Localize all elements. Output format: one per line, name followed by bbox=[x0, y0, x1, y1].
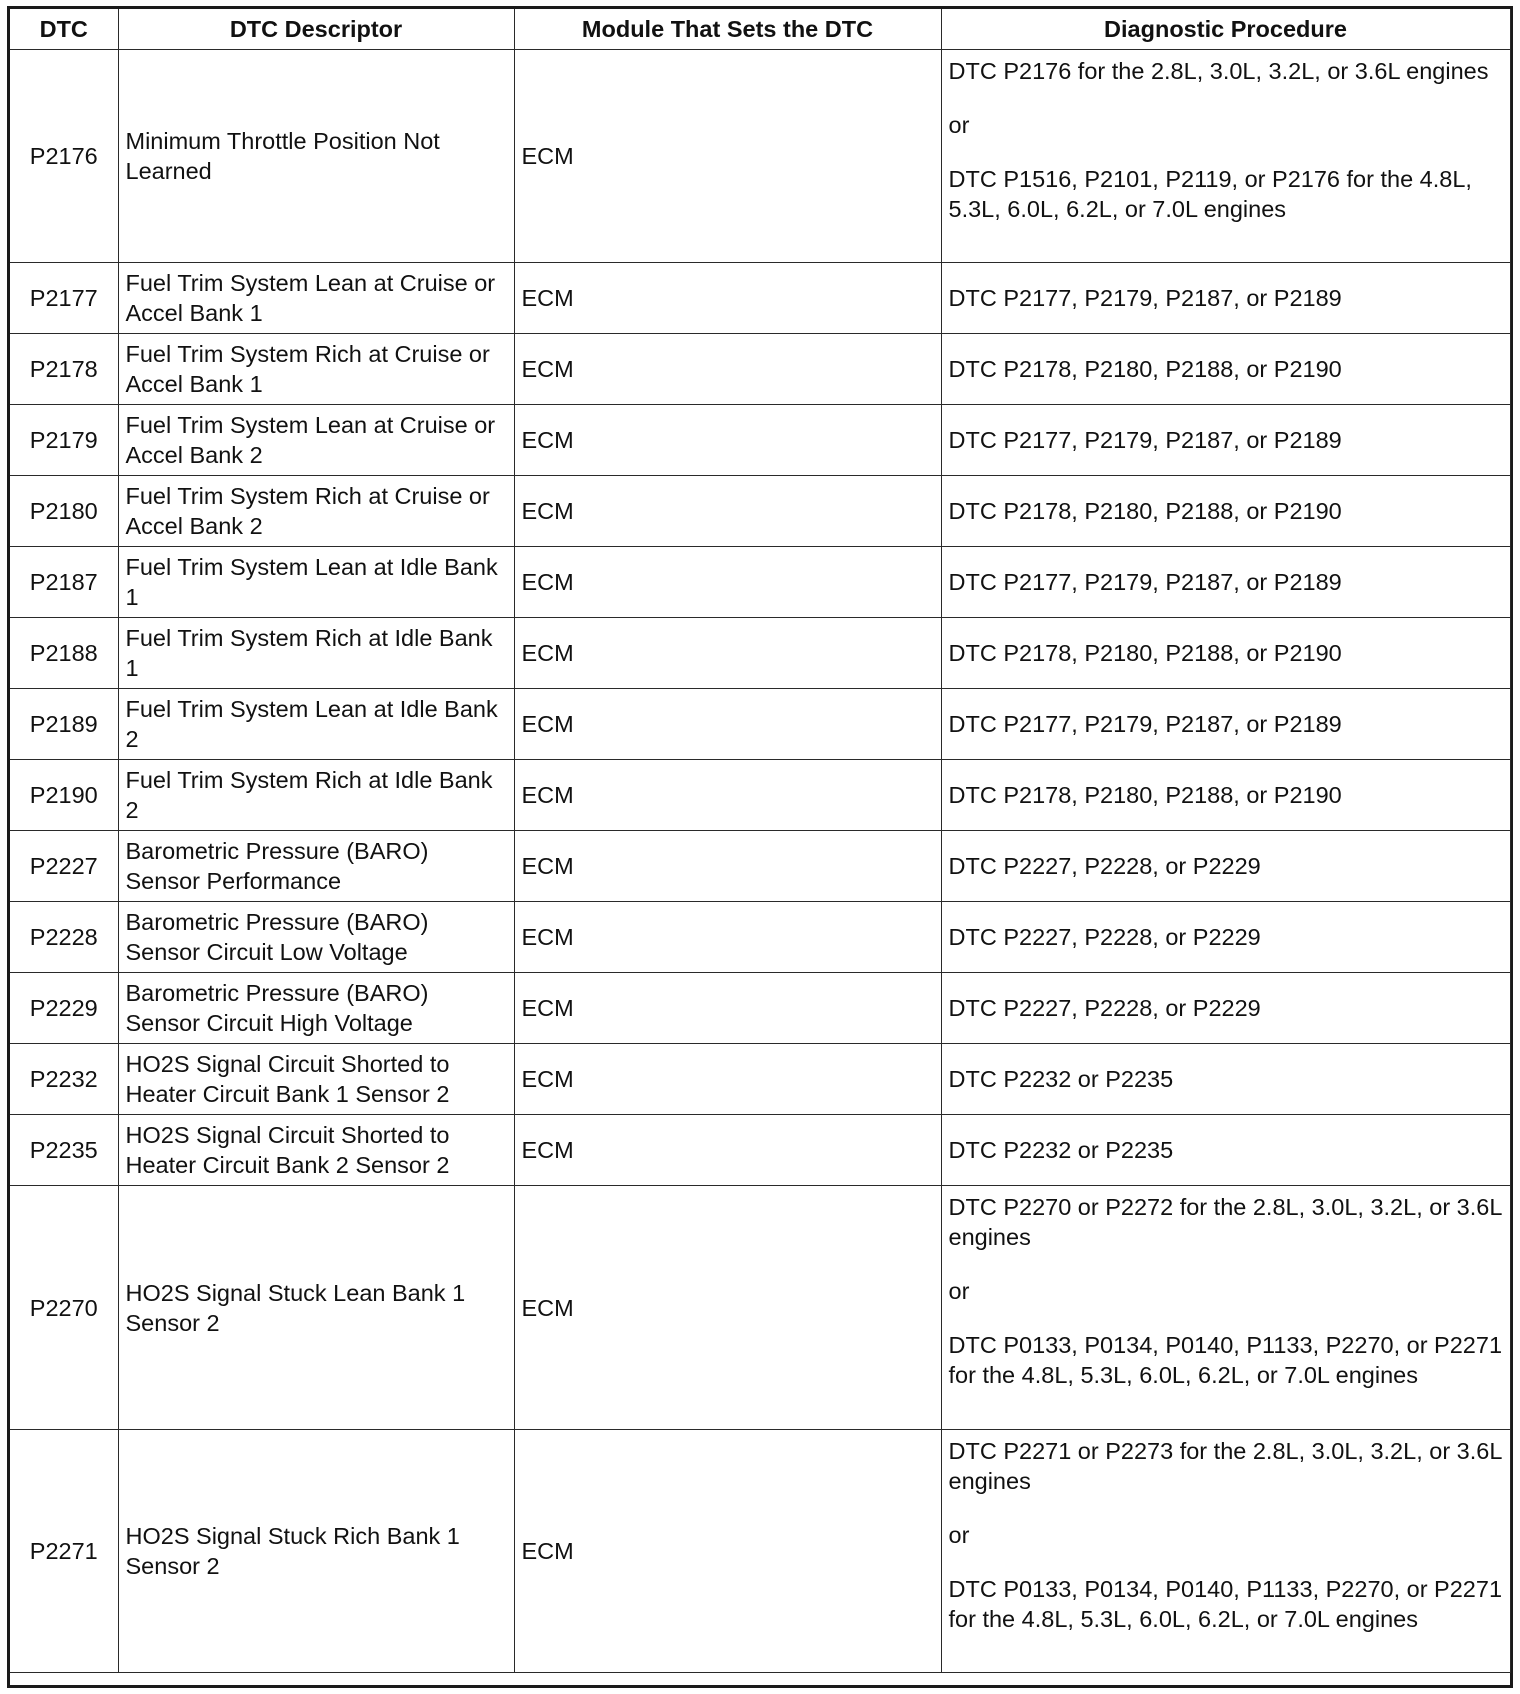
dtc-descriptor: Fuel Trim System Lean at Cruise or Accel Bank 1 bbox=[118, 263, 514, 334]
dtc-code: P2271 bbox=[10, 1430, 118, 1673]
table-row bbox=[10, 689, 1510, 760]
dtc-code: P2232 bbox=[10, 1044, 118, 1115]
table-row bbox=[10, 1044, 1510, 1115]
dtc-descriptor: Fuel Trim System Rich at Idle Bank 1 bbox=[118, 618, 514, 689]
dtc-table-frame bbox=[7, 6, 1513, 1688]
table-row bbox=[10, 263, 1510, 334]
dtc-descriptor: Fuel Trim System Lean at Idle Bank 1 bbox=[118, 547, 514, 618]
module-name: ECM bbox=[514, 405, 941, 476]
procedure-text: DTC P2177, P2179, P2187, or P2189 bbox=[948, 569, 1342, 595]
dtc-descriptor: Barometric Pressure (BARO) Sensor Circuit Low Voltage bbox=[118, 902, 514, 973]
diagnostic-procedure bbox=[941, 263, 1510, 334]
dtc-code: P2235 bbox=[10, 1115, 118, 1186]
dtc-code: P2176 bbox=[10, 50, 118, 263]
diagnostic-procedure bbox=[941, 831, 1510, 902]
module-name: ECM bbox=[514, 1430, 941, 1673]
module-name: ECM bbox=[514, 50, 941, 263]
dtc-code: P2179 bbox=[10, 405, 118, 476]
module-name: ECM bbox=[514, 1186, 941, 1430]
procedure-text: DTC P2178, P2180, P2188, or P2190 bbox=[948, 356, 1342, 382]
module-name: ECM bbox=[514, 760, 941, 831]
module-name: ECM bbox=[514, 334, 941, 405]
dtc-descriptor: HO2S Signal Stuck Lean Bank 1 Sensor 2 bbox=[118, 1186, 514, 1430]
procedure-text: DTC P2177, P2179, P2187, or P2189 bbox=[948, 427, 1342, 453]
table-row bbox=[10, 902, 1510, 973]
dtc-descriptor: HO2S Signal Circuit Shorted to Heater Circuit Bank 1 Sensor 2 bbox=[118, 1044, 514, 1115]
dtc-code: P2229 bbox=[10, 973, 118, 1044]
table-row bbox=[10, 547, 1510, 618]
dtc-descriptor: Fuel Trim System Rich at Cruise or Accel Bank 1 bbox=[118, 334, 514, 405]
table-row bbox=[10, 476, 1510, 547]
procedure-text: DTC P1516, P2101, P2119, or P2176 for the 4.8L, 5.3L, 6.0L, 6.2L, or 7.0L engines bbox=[948, 166, 1472, 222]
diagnostic-procedure bbox=[941, 760, 1510, 831]
dtc-descriptor: Minimum Throttle Position Not Learned bbox=[118, 50, 514, 263]
procedure-text: DTC P2227, P2228, or P2229 bbox=[948, 924, 1261, 950]
procedure-text: DTC P2232 or P2235 bbox=[948, 1137, 1174, 1163]
module-name: ECM bbox=[514, 618, 941, 689]
diagnostic-procedure bbox=[941, 1115, 1510, 1186]
diagnostic-procedure bbox=[941, 405, 1510, 476]
diagnostic-procedure bbox=[941, 1430, 1510, 1673]
table-row bbox=[10, 334, 1510, 405]
header-module: Module That Sets the DTC bbox=[514, 9, 941, 50]
module-name: ECM bbox=[514, 902, 941, 973]
dtc-code: P2187 bbox=[10, 547, 118, 618]
dtc-code: P2270 bbox=[10, 1186, 118, 1430]
table-body bbox=[10, 50, 1510, 1673]
procedure-text: DTC P2177, P2179, P2187, or P2189 bbox=[948, 285, 1342, 311]
dtc-code: P2190 bbox=[10, 760, 118, 831]
table-row bbox=[10, 1430, 1510, 1673]
procedure-text: DTC P2178, P2180, P2188, or P2190 bbox=[948, 640, 1342, 666]
table-row bbox=[10, 618, 1510, 689]
dtc-table bbox=[10, 9, 1511, 1673]
diagnostic-procedure bbox=[941, 50, 1510, 263]
dtc-descriptor: Fuel Trim System Lean at Idle Bank 2 bbox=[118, 689, 514, 760]
procedure-text: DTC P2227, P2228, or P2229 bbox=[948, 995, 1261, 1021]
dtc-descriptor: HO2S Signal Stuck Rich Bank 1 Sensor 2 bbox=[118, 1430, 514, 1673]
dtc-code: P2178 bbox=[10, 334, 118, 405]
table-row bbox=[10, 405, 1510, 476]
dtc-descriptor: Barometric Pressure (BARO) Sensor Circuit High Voltage bbox=[118, 973, 514, 1044]
module-name: ECM bbox=[514, 689, 941, 760]
header-dtc: DTC bbox=[10, 9, 118, 50]
procedure-text: DTC P2270 or P2272 for the 2.8L, 3.0L, 3.2L, or 3.6L engines bbox=[948, 1194, 1502, 1250]
table-row bbox=[10, 1186, 1510, 1430]
procedure-text: DTC P2232 or P2235 bbox=[948, 1066, 1174, 1092]
diagnostic-procedure bbox=[941, 902, 1510, 973]
dtc-code: P2228 bbox=[10, 902, 118, 973]
diagnostic-procedure bbox=[941, 689, 1510, 760]
procedure-or-separator: or bbox=[948, 112, 970, 138]
procedure-or-separator: or bbox=[948, 1278, 970, 1304]
dtc-code: P2189 bbox=[10, 689, 118, 760]
dtc-descriptor: Fuel Trim System Rich at Idle Bank 2 bbox=[118, 760, 514, 831]
table-row bbox=[10, 831, 1510, 902]
table-row bbox=[10, 1115, 1510, 1186]
procedure-text: DTC P0133, P0134, P0140, P1133, P2270, or P2271 for the 4.8L, 5.3L, 6.0L, 6.2L, or 7.0L engines bbox=[948, 1576, 1503, 1632]
module-name: ECM bbox=[514, 476, 941, 547]
procedure-text: DTC P2271 or P2273 for the 2.8L, 3.0L, 3.2L, or 3.6L engines bbox=[948, 1438, 1502, 1494]
dtc-descriptor: Barometric Pressure (BARO) Sensor Performance bbox=[118, 831, 514, 902]
dtc-descriptor: Fuel Trim System Lean at Cruise or Accel Bank 2 bbox=[118, 405, 514, 476]
module-name: ECM bbox=[514, 547, 941, 618]
diagnostic-procedure bbox=[941, 547, 1510, 618]
module-name: ECM bbox=[514, 1115, 941, 1186]
dtc-descriptor: Fuel Trim System Rich at Cruise or Accel Bank 2 bbox=[118, 476, 514, 547]
dtc-code: P2180 bbox=[10, 476, 118, 547]
table-row bbox=[10, 973, 1510, 1044]
module-name: ECM bbox=[514, 263, 941, 334]
diagnostic-procedure bbox=[941, 1186, 1510, 1430]
module-name: ECM bbox=[514, 1044, 941, 1115]
diagnostic-procedure bbox=[941, 476, 1510, 547]
procedure-or-separator: or bbox=[948, 1522, 970, 1548]
table-row bbox=[10, 760, 1510, 831]
procedure-text: DTC P2177, P2179, P2187, or P2189 bbox=[948, 711, 1342, 737]
diagnostic-procedure bbox=[941, 973, 1510, 1044]
dtc-code: P2227 bbox=[10, 831, 118, 902]
dtc-code: P2177 bbox=[10, 263, 118, 334]
procedure-text: DTC P2227, P2228, or P2229 bbox=[948, 853, 1261, 879]
module-name: ECM bbox=[514, 973, 941, 1044]
dtc-code: P2188 bbox=[10, 618, 118, 689]
module-name: ECM bbox=[514, 831, 941, 902]
dtc-descriptor: HO2S Signal Circuit Shorted to Heater Circuit Bank 2 Sensor 2 bbox=[118, 1115, 514, 1186]
diagnostic-procedure bbox=[941, 334, 1510, 405]
diagnostic-procedure bbox=[941, 1044, 1510, 1115]
procedure-text: DTC P2178, P2180, P2188, or P2190 bbox=[948, 498, 1342, 524]
procedure-text: DTC P2176 for the 2.8L, 3.0L, 3.2L, or 3.6L engines bbox=[948, 58, 1489, 84]
header-dtc-descriptor: DTC Descriptor bbox=[118, 9, 514, 50]
header-row bbox=[10, 9, 1510, 50]
table-row bbox=[10, 50, 1510, 263]
diagnostic-procedure bbox=[941, 618, 1510, 689]
header-diagnostic-procedure: Diagnostic Procedure bbox=[941, 9, 1510, 50]
procedure-text: DTC P0133, P0134, P0140, P1133, P2270, or P2271 for the 4.8L, 5.3L, 6.0L, 6.2L, or 7.0L engines bbox=[948, 1332, 1503, 1388]
procedure-text: DTC P2178, P2180, P2188, or P2190 bbox=[948, 782, 1342, 808]
